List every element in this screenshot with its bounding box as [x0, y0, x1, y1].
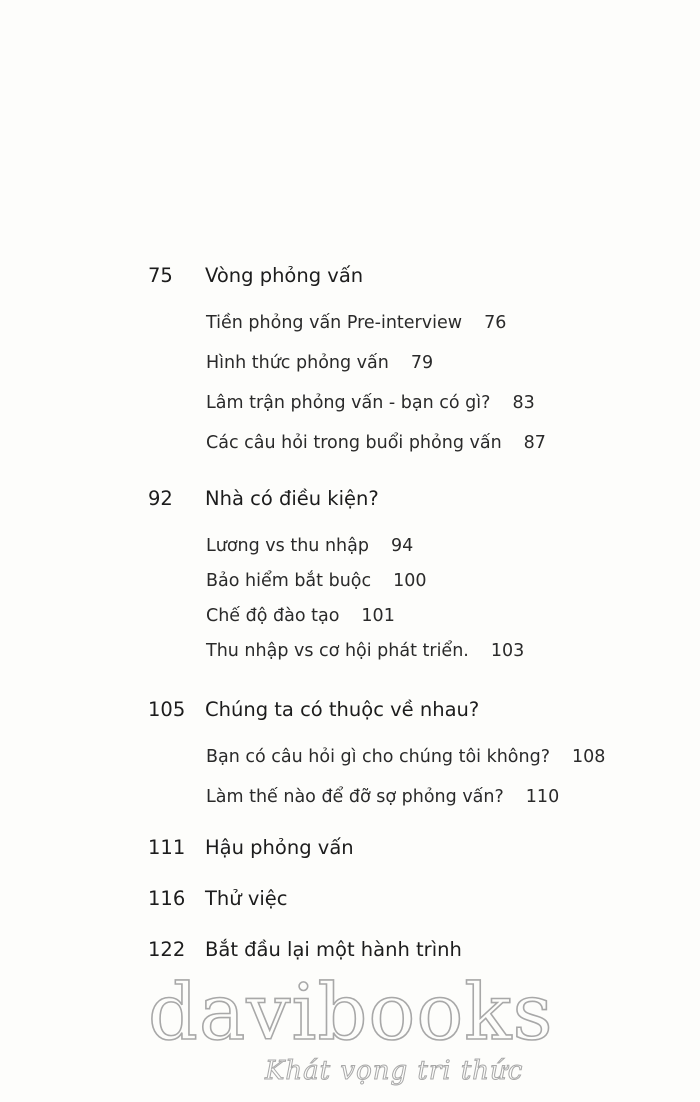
section-page-number: 108	[572, 747, 606, 767]
chapter-page-number: 105	[148, 698, 186, 721]
watermark-logo	[148, 968, 554, 1098]
chapter-page-number: 111	[148, 836, 186, 859]
chapter-title: Nhà có điều kiện?	[205, 487, 379, 510]
chapter-page-number: 75	[148, 264, 173, 287]
section-title: Các câu hỏi trong buổi phỏng vấn	[206, 433, 502, 453]
section-title: Lâm trận phỏng vấn - bạn có gì?	[206, 393, 491, 413]
section-title: Chế độ đào tạo	[206, 606, 340, 626]
section-page-number: 87	[523, 433, 546, 453]
section-title: Tiền phỏng vấn Pre-interview	[206, 313, 463, 333]
section-title: Thu nhập vs cơ hội phát triển.	[206, 641, 469, 661]
section-page-number: 110	[525, 787, 560, 807]
chapter-page-number: 122	[148, 938, 186, 961]
section-entry	[206, 786, 559, 808]
section-entry	[206, 535, 413, 557]
section-title: Hình thức phỏng vấn	[206, 353, 389, 373]
section-page-number: 100	[393, 571, 427, 591]
section-page-number: 83	[512, 393, 535, 413]
chapter-page-number: 92	[148, 487, 173, 510]
section-page-number: 79	[410, 353, 434, 373]
section-page-number: 103	[490, 641, 525, 661]
section-page-number: 94	[390, 536, 414, 556]
chapter-title: Vòng phỏng vấn	[205, 264, 364, 287]
watermark-brand-name: davibooks	[148, 968, 554, 1058]
section-entry	[206, 312, 506, 334]
section-entry	[206, 570, 427, 592]
section-title: Lương vs thu nhập	[206, 536, 369, 556]
section-title: Bạn có câu hỏi gì cho chúng tôi không?	[206, 747, 550, 767]
section-entry	[206, 392, 535, 414]
section-entry	[206, 640, 524, 662]
chapter-title: Bắt đầu lại một hành trình	[205, 938, 462, 961]
section-entry	[206, 432, 546, 454]
watermark-tagline: Khát vọng tri thức	[265, 1056, 524, 1086]
section-title: Bảo hiểm bắt buộc	[206, 571, 372, 591]
section-entry	[206, 746, 605, 768]
section-entry	[206, 352, 433, 374]
chapter-title: Hậu phỏng vấn	[205, 836, 354, 859]
chapter-page-number: 116	[148, 887, 186, 910]
section-entry	[206, 605, 395, 627]
section-page-number: 76	[484, 313, 507, 333]
chapter-title: Chúng ta có thuộc về nhau?	[205, 698, 480, 721]
section-page-number: 101	[361, 606, 395, 626]
chapter-title: Thử việc	[205, 887, 288, 910]
section-title: Làm thế nào để đỡ sợ phỏng vấn?	[206, 787, 504, 807]
